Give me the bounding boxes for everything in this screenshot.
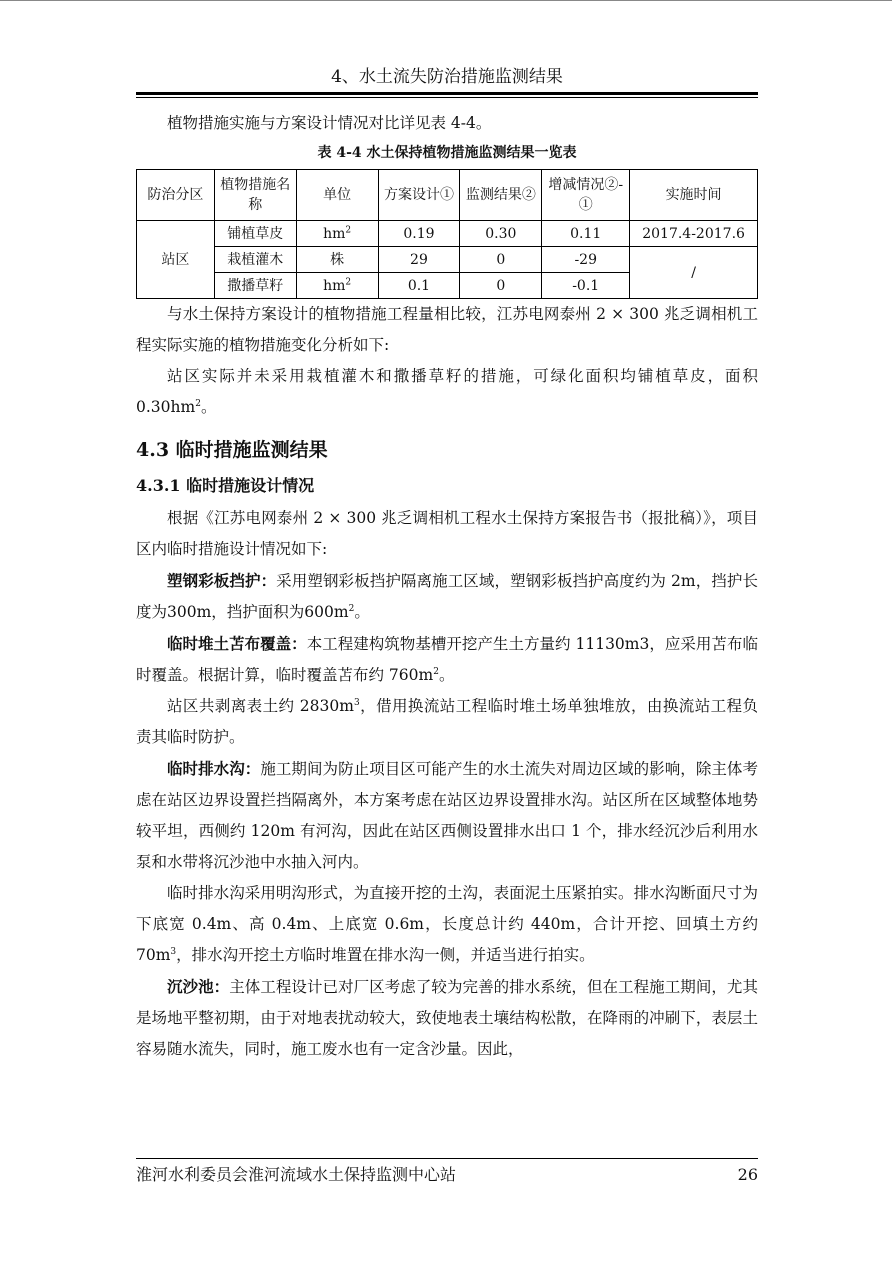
inline-label: 沉沙池： [167,977,230,996]
header-cell: 监测结果② [460,170,542,221]
inline-label: 临时排水沟： [167,759,261,778]
time-cell: / [630,247,758,299]
header-rule-thin [136,97,758,98]
zone-cell: 站区 [137,221,215,299]
top-border [0,0,892,1]
result-cell: 0 [460,247,542,273]
footer-rule [136,1158,758,1159]
time-cell: 2017.4-2017.6 [630,221,758,247]
basis-paragraph: 根据《江苏电网泰州 2 × 300 兆乏调相机工程水土保持方案报告书（报批稿）》，项目区内临时措施设计情况如下: [136,509,758,558]
plan-cell: 29 [378,247,460,273]
plan-cell: 0.1 [378,273,460,299]
intro-paragraph: 植物措施实施与方案设计情况对比详见表 4-4。 [167,114,492,132]
header-cell: 单位 [296,170,378,221]
plan-cell: 0.19 [378,221,460,247]
footer-organization: 淮河水利委员会淮河流域水土保持监测中心站 [136,1165,457,1184]
subsection-heading-4-3-1: 4.3.1 临时措施设计情况 [136,476,315,495]
change-cell: 0.11 [542,221,630,247]
change-cell: -29 [542,247,630,273]
drainage-paragraph: 临时排水沟：施工期间为防止项目区可能产生的水土流失对周边区域的影响，除主体考虑在站区边界设置拦挡隔离外，本方案考虑在站区边界设置排水沟。站区所在区域整体地势较平坦，西侧约 120m 有河沟，因此在站区西侧设置排水出口 1 个，排水经沉沙后利用水泵和水带将沉沙池中水抽入河内。 [136,759,758,871]
unit-cell [296,273,378,299]
measure-name-cell: 栽植灌木 [214,247,296,273]
table-row [137,221,758,247]
running-header: 4、水土流失防治措施监测结果 [331,67,563,87]
compare-paragraph: 与水土保持方案设计的植物措施工程量相比较，江苏电网泰州 2 × 300 兆乏调相机工程实际实施的植物措施变化分析如下: [136,305,758,354]
header-cell: 方案设计① [378,170,460,221]
inline-label: 塑钢彩板挡护： [167,571,277,590]
header-cell: 植物措施名称 [214,170,296,221]
station-paragraph: 站区实际并未采用栽植灌木和撒播草籽的措施，可绿化面积均铺植草皮，面积 $0.30hm^2$。 [136,367,758,416]
unit-text: hm [323,225,346,242]
page-number: 26 [737,1165,758,1184]
inline-label: 临时堆土苫布覆盖： [167,634,307,653]
steel-panel-paragraph: 塑钢彩板挡护：采用塑钢彩板挡护隔离施工区域，塑钢彩板挡护高度约为 2m，挡护长度为300m，挡护面积为$600m^2$。 [136,571,758,621]
result-cell: 0.30 [460,221,542,247]
change-cell: -0.1 [542,273,630,299]
unit-cell: 株 [296,247,378,273]
tarp-cover-paragraph: 临时堆土苫布覆盖：本工程建构筑物基槽开挖产生土方量约 11130m3，应采用苫布临时覆盖。根据计算，临时覆盖苫布约 $760m^2$。 [136,634,758,684]
measure-name-cell: 撒播草籽 [214,273,296,299]
header-cell: 实施时间 [630,170,758,221]
unit-cell [296,221,378,247]
table-header-row [137,170,758,221]
page-body [136,108,758,1065]
topsoil-paragraph: 站区共剥离表土约 $2830m^3$，借用换流站工程临时堆土场单独堆放，由换流站工程负责其临时防护。 [136,697,758,746]
plant-measures-table [136,169,758,299]
header-cell: 防治分区 [137,170,215,221]
table-caption: 表 4-4 水土保持植物措施监测结果一览表 [317,145,577,161]
header-rule-thick [136,92,758,95]
ditch-paragraph: 临时排水沟采用明沟形式，为直接开挖的土沟，表面泥土压紧拍实。排水沟断面尺寸为下底宽 0.4m、高 0.4m、上底宽 0.6m，长度总计约 440m，合计开挖、回填土方约 $70m^3$，排水沟开挖土方临时堆置在排水沟一侧，并适当进行拍实。 [136,884,758,964]
section-heading-4-3: 4.3 临时措施监测结果 [136,439,328,461]
measure-name-cell: 铺植草皮 [214,221,296,247]
table-row [137,247,758,273]
unit-superscript: 2 [345,224,352,235]
unit-text: hm [323,277,346,294]
result-cell: 0 [460,273,542,299]
sediment-basin-paragraph: 沉沙池：主体工程设计已对厂区考虑了较为完善的排水系统，但在工程施工期间，尤其是场地平整初期，由于对地表扰动较大，致使地表土壤结构松散，在降雨的冲刷下，表层土容易随水流失，同时，施工废水也有一定含沙量。因此， [136,977,758,1058]
unit-superscript: 2 [345,276,352,287]
header-cell: 增减情况②-① [542,170,630,221]
